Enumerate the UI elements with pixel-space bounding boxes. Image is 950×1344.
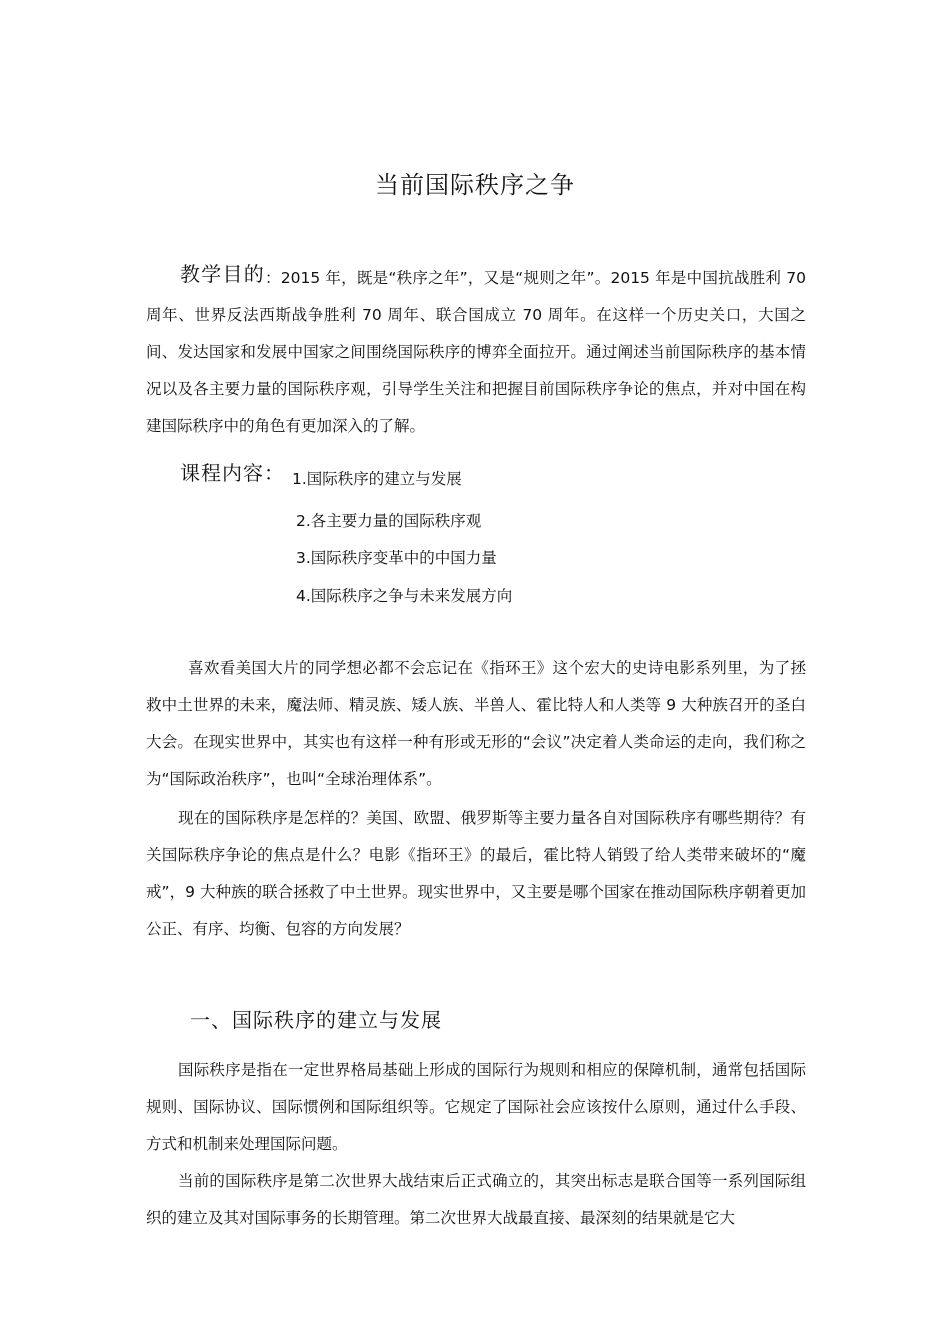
course-item-3: 3.国际秩序变革中的中国力量 bbox=[296, 549, 497, 567]
page-title: 当前国际秩序之争 bbox=[375, 171, 575, 199]
intro-paragraph-1: 喜欢看美国大片的同学想必都不会忘记在《指环王》这个宏大的史诗电影系列里，为了拯救中土世界的未来，魔法师、精灵族、矮人族、半兽人、霍比特人和人类等 9 大种族召开的圣白大会。在现实世界中，其实也有这样一种有形或无形的“会议”决定着人类命运的走向，我们称之为“国际政治秩序”，也叫“全球治理体系”。 bbox=[146, 659, 806, 788]
section1-paragraph-1: 国际秩序是指在一定世界格局基础上形成的国际行为规则和相应的保障机制，通常包括国际规则、国际协议、国际惯例和国际组织等。它规定了国际社会应该按什么原则，通过什么手段、方式和机制来处理国际问题。 bbox=[146, 1061, 806, 1153]
objective-paragraph bbox=[146, 256, 806, 445]
course-item-4: 4.国际秩序之争与未来发展方向 bbox=[296, 587, 513, 605]
section-heading-1: 一、国际秩序的建立与发展 bbox=[190, 1008, 442, 1032]
course-item-1: 1.国际秩序的建立与发展 bbox=[292, 470, 462, 488]
course-item-2: 2.各主要力量的国际秩序观 bbox=[296, 512, 482, 530]
intro-paragraph-2: 现在的国际秩序是怎样的？美国、欧盟、俄罗斯等主要力量各自对国际秩序有哪些期待？有关国际秩序争论的焦点是什么？电影《指环王》的最后，霍比特人销毁了给人类带来破坏的“魔戒”，9 大种族的联合拯救了中土世界。现实世界中，又主要是哪个国家在推动国际秩序朝着更加公正、有序、均衡、包容的方向发展？ bbox=[146, 809, 806, 938]
objective-text: 2015 年，既是“秩序之年”，又是“规则之年”。2015 年是中国抗战胜利 70 周年、世界反法西斯战争胜利 70 周年、联合国成立 70 周年。在这样一个历史关口，大国之间、发达国家和发展中国家之间围绕国际秩序的博弈全面拉开。通过阐述当前国际秩序的基本情况以及各主要力量的国际秩序观，引导学生关注和把握目前国际秩序争论的焦点，并对中国在构建国际秩序中的角色有更加深入的了解。 bbox=[146, 269, 806, 435]
course-label: 课程内容： bbox=[180, 461, 285, 485]
objective-colon: ： bbox=[265, 269, 281, 287]
section1-paragraph-2: 当前的国际秩序是第二次世界大战结束后正式确立的，其突出标志是联合国等一系列国际组织的建立及其对国际事务的长期管理。第二次世界大战最直接、最深刻的结果就是它大 bbox=[146, 1172, 806, 1227]
objective-label: 教学目的 bbox=[180, 262, 265, 286]
